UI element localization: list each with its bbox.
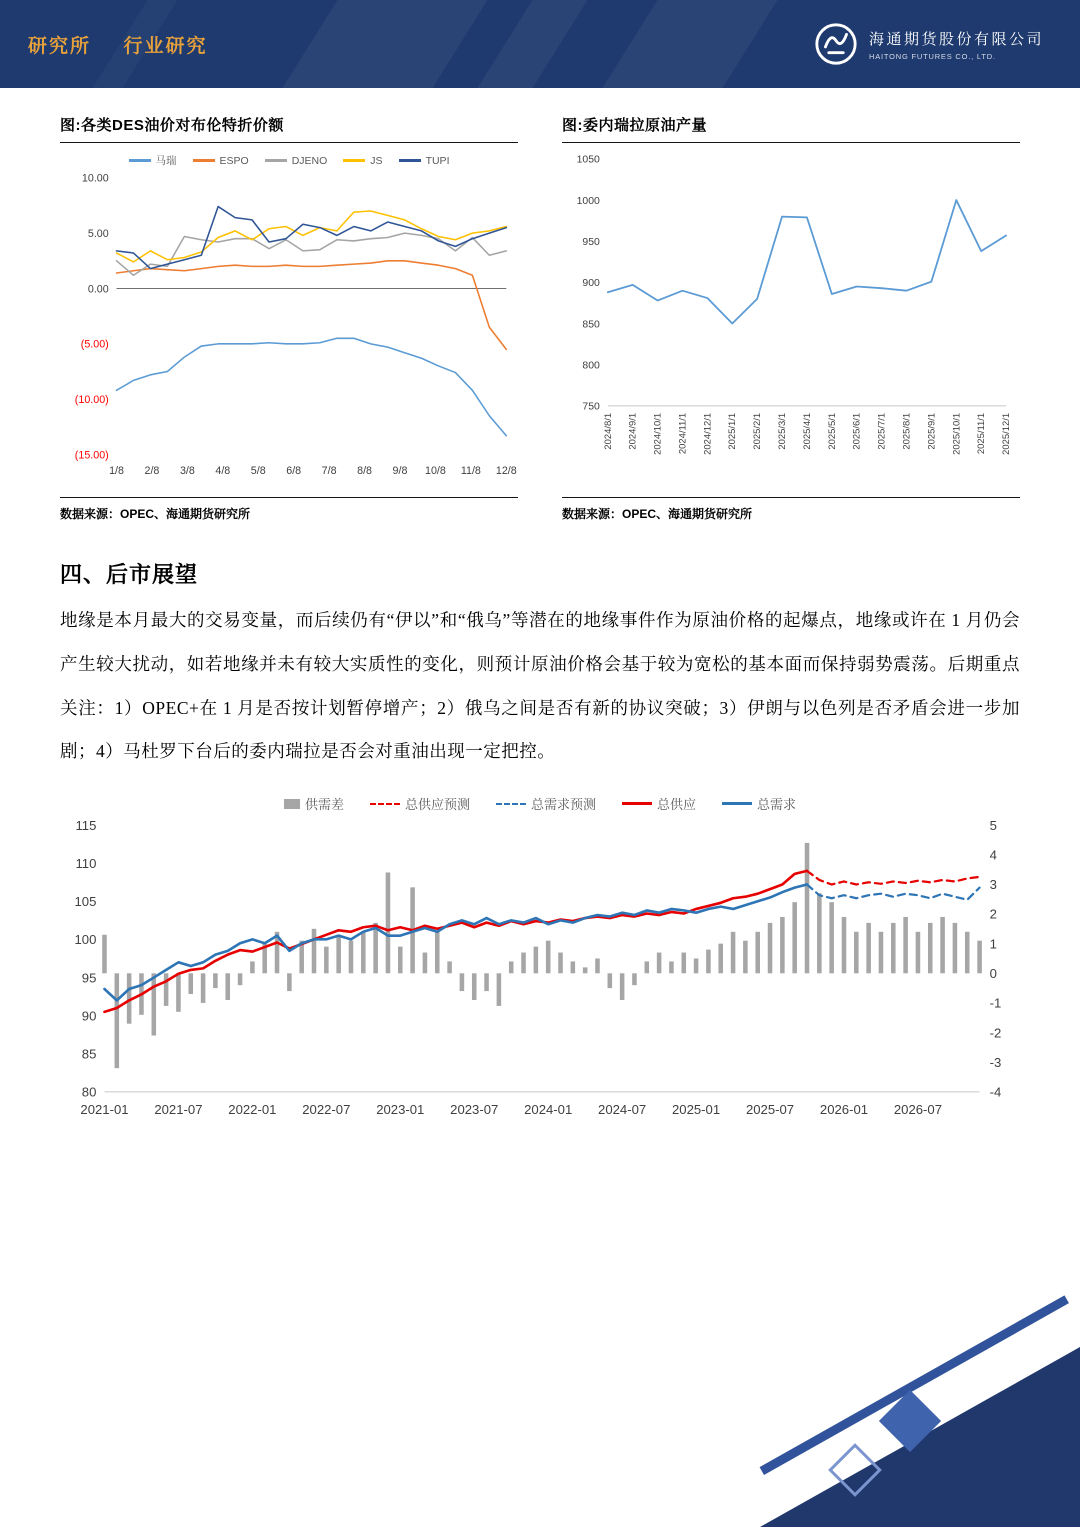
svg-text:90: 90 — [81, 1008, 97, 1024]
svg-text:2024/12/1: 2024/12/1 — [702, 412, 714, 455]
svg-text:(5.00): (5.00) — [80, 338, 109, 351]
svg-text:95: 95 — [81, 970, 97, 986]
company-name-en: HAITONG FUTURES CO., LTD. — [868, 51, 996, 61]
figure2-chart-area — [562, 143, 1020, 497]
legend-swatch-icon — [129, 159, 151, 162]
corner-diamond-filled — [879, 1390, 941, 1452]
legend-swatch-icon — [722, 802, 752, 806]
legend-label: 供需差 — [304, 797, 344, 812]
figure1-legend — [60, 153, 518, 168]
svg-text:7/8: 7/8 — [321, 465, 337, 478]
svg-text:105: 105 — [74, 894, 97, 910]
svg-text:2021-01: 2021-01 — [80, 1102, 129, 1118]
svg-text:2022-01: 2022-01 — [228, 1102, 277, 1118]
svg-text:2024-01: 2024-01 — [524, 1102, 573, 1118]
svg-text:2025/1/1: 2025/1/1 — [727, 412, 739, 450]
svg-text:2024-07: 2024-07 — [598, 1102, 647, 1118]
svg-text:85: 85 — [81, 1046, 97, 1062]
svg-text:2024/11/1: 2024/11/1 — [677, 412, 689, 455]
svg-text:2022-07: 2022-07 — [302, 1102, 351, 1118]
corner-decoration — [760, 1347, 1080, 1527]
corner-diamond-outline — [828, 1443, 882, 1497]
legend-label: 总需求预测 — [530, 797, 596, 812]
svg-text:0: 0 — [989, 966, 997, 982]
legend-item — [496, 794, 596, 813]
legend-swatch-icon — [496, 803, 526, 805]
legend-item — [129, 153, 177, 168]
svg-text:-3: -3 — [989, 1054, 1002, 1070]
legend-item — [399, 155, 450, 167]
legend-label: 总需求 — [757, 797, 797, 812]
svg-text:80: 80 — [81, 1084, 97, 1100]
svg-text:2025/4/1: 2025/4/1 — [801, 412, 813, 450]
report-type-label: 行业研究 — [123, 35, 208, 57]
outlook-paragraph: 地缘是本月最大的交易变量，而后续仍有“伊以”和“俄乌”等潜在的地缘事件作为原油价格的起爆点，地缘或许在 1 月仍会产生较大扰动，如若地缘并未有较大实质性的变化，则预计原油价格会基于较为宽松的基本面而保持弱势震荡。后期重点关注：1）OPEC+在 1 月是否按计划暂停增产；2）俄乌之间是否有新的协议突破；3）伊朗与以色列是否矛盾会进一步加剧；4）马杜罗下台后的委内瑞拉是否会对重油出现一定把控。 — [60, 610, 1020, 762]
svg-text:12/8: 12/8 — [495, 465, 517, 478]
svg-text:3: 3 — [989, 877, 997, 893]
section-heading: 四、后市展望 — [60, 562, 199, 587]
svg-text:750: 750 — [582, 401, 600, 413]
svg-text:900: 900 — [582, 278, 600, 290]
svg-text:950: 950 — [582, 237, 600, 249]
banner-stripe-decoration — [471, 0, 593, 88]
legend-item — [622, 794, 696, 813]
company-name-cn: 海通期货股份有限公司 — [868, 30, 1044, 48]
banner-stripe-decoration — [276, 0, 493, 88]
svg-text:2025/10/1: 2025/10/1 — [951, 412, 963, 455]
banner-titles — [28, 31, 207, 58]
corner-triangle — [760, 1347, 1080, 1527]
svg-text:-1: -1 — [989, 995, 1002, 1011]
svg-text:-2: -2 — [989, 1025, 1002, 1041]
legend-label: DJENO — [291, 154, 328, 167]
svg-text:5.00: 5.00 — [87, 228, 109, 241]
svg-text:1000: 1000 — [576, 195, 600, 207]
figure2-title: 图:委内瑞拉原油产量 — [562, 114, 1020, 143]
svg-text:5/8: 5/8 — [250, 465, 266, 478]
legend-swatch-icon — [370, 803, 400, 805]
svg-text:5: 5 — [989, 817, 997, 833]
svg-text:0.00: 0.00 — [87, 283, 109, 296]
svg-text:8/8: 8/8 — [357, 465, 373, 478]
svg-text:2026-07: 2026-07 — [893, 1102, 943, 1118]
svg-text:(15.00): (15.00) — [74, 449, 109, 462]
svg-text:2025/12/1: 2025/12/1 — [1001, 412, 1013, 455]
legend-swatch-icon — [284, 799, 300, 809]
legend-swatch-icon — [193, 159, 215, 162]
figure2-chart — [562, 149, 1020, 492]
svg-text:2025-07: 2025-07 — [745, 1102, 795, 1118]
legend-label: JS — [370, 154, 383, 167]
haitong-logo-icon — [813, 21, 859, 67]
svg-text:1/8: 1/8 — [109, 465, 124, 478]
svg-text:6/8: 6/8 — [286, 465, 302, 478]
svg-text:2025/11/1: 2025/11/1 — [976, 412, 988, 455]
svg-text:2025/5/1: 2025/5/1 — [826, 412, 838, 450]
svg-text:2025/6/1: 2025/6/1 — [851, 412, 863, 450]
legend-label: 总供应 — [657, 797, 697, 812]
svg-text:2/8: 2/8 — [144, 465, 160, 478]
svg-text:-4: -4 — [989, 1084, 1002, 1100]
legend-label: 马瑞 — [155, 155, 177, 167]
svg-text:2: 2 — [989, 906, 997, 922]
page-content — [0, 88, 1080, 1118]
svg-text:110: 110 — [75, 855, 97, 871]
figure-venezuela-output — [562, 114, 1020, 522]
svg-text:2025/8/1: 2025/8/1 — [901, 412, 913, 450]
svg-text:2024/8/1: 2024/8/1 — [602, 412, 614, 450]
company-name — [869, 28, 1044, 61]
figure1-source: 数据来源：OPEC、海通期货研究所 — [60, 497, 518, 522]
figure3-legend — [60, 794, 1020, 813]
svg-text:(10.00): (10.00) — [74, 394, 109, 407]
header-banner — [0, 0, 1080, 88]
legend-swatch-icon — [265, 159, 287, 162]
legend-label: TUPI — [425, 154, 450, 167]
svg-text:115: 115 — [75, 817, 97, 833]
legend-swatch-icon — [343, 159, 365, 162]
banner-stripe-decoration — [596, 0, 783, 88]
figure2-source: 数据来源：OPEC、海通期货研究所 — [562, 497, 1020, 522]
svg-text:4: 4 — [989, 847, 997, 863]
svg-text:2025/7/1: 2025/7/1 — [876, 412, 888, 450]
legend-item — [265, 155, 328, 167]
svg-text:2025/3/1: 2025/3/1 — [777, 412, 789, 450]
figure1-chart-area — [60, 143, 518, 497]
legend-item — [370, 794, 470, 813]
svg-text:2024/9/1: 2024/9/1 — [627, 412, 639, 450]
legend-label: 总供应预测 — [404, 797, 470, 812]
legend-item — [722, 794, 796, 813]
figure3-chart — [60, 817, 1020, 1118]
svg-text:2023-01: 2023-01 — [376, 1102, 425, 1118]
figures-row — [60, 114, 1020, 522]
svg-text:100: 100 — [74, 932, 97, 948]
svg-text:2021-07: 2021-07 — [154, 1102, 203, 1118]
svg-text:2025/2/1: 2025/2/1 — [752, 412, 764, 450]
svg-text:2025/9/1: 2025/9/1 — [926, 412, 938, 450]
figure1-chart — [60, 170, 518, 478]
legend-item — [343, 155, 382, 167]
svg-text:10.00: 10.00 — [81, 172, 109, 185]
svg-text:1: 1 — [989, 936, 997, 952]
legend-swatch-icon — [399, 159, 421, 162]
corner-stripe — [760, 1295, 1069, 1475]
svg-text:2023-07: 2023-07 — [450, 1102, 499, 1118]
svg-text:800: 800 — [582, 360, 600, 372]
svg-text:2025-01: 2025-01 — [671, 1102, 721, 1118]
svg-text:9/8: 9/8 — [392, 465, 408, 478]
figure1-title: 图:各类DES油价对布伦特折价额 — [60, 114, 518, 143]
legend-item — [284, 794, 344, 813]
legend-swatch-icon — [622, 802, 652, 806]
dept-label: 研究所 — [28, 35, 92, 57]
svg-text:10/8: 10/8 — [425, 465, 446, 478]
svg-text:4/8: 4/8 — [215, 465, 231, 478]
svg-text:1050: 1050 — [576, 154, 600, 166]
svg-text:850: 850 — [582, 319, 600, 331]
balance-chart-section — [60, 794, 1020, 1118]
legend-label: ESPO — [219, 154, 249, 167]
outlook-section — [60, 558, 1020, 774]
svg-text:2024/10/1: 2024/10/1 — [652, 412, 664, 455]
svg-text:11/8: 11/8 — [460, 465, 481, 478]
svg-text:3/8: 3/8 — [179, 465, 195, 478]
legend-item — [193, 155, 249, 167]
figure-des-discount — [60, 114, 518, 522]
svg-text:2026-01: 2026-01 — [819, 1102, 869, 1118]
company-block — [813, 21, 1044, 67]
